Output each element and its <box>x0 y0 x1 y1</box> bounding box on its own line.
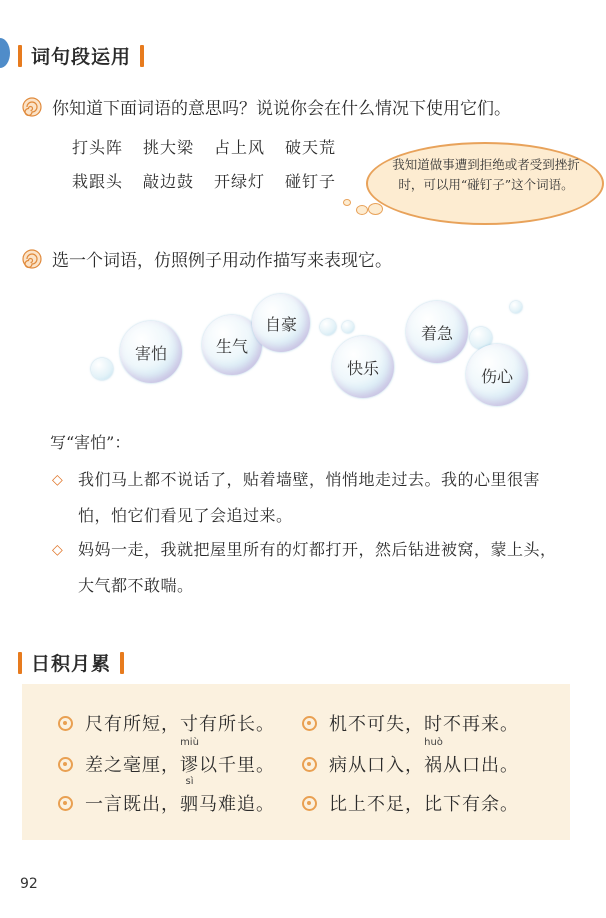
proverb-text: 尺有所短，寸有所长。 <box>85 714 275 735</box>
proverb-6 <box>302 790 519 816</box>
write-label: 写“害怕”： <box>50 433 131 452</box>
idiom-item: 开绿灯 <box>214 171 266 191</box>
proverb-1 <box>58 710 275 736</box>
prompt-1-text: 你知道下面词语的意思吗？说说你会在什么情况下使用它们。 <box>52 99 511 119</box>
bullet-icon <box>302 716 317 731</box>
proverb-text-a: 差之毫厘， <box>85 755 180 776</box>
example-1-text: 我们马上都不说话了，贴着墙壁，悄悄地走过去。我的心里很害怕，怕它们看见了会追过来。 <box>78 470 541 525</box>
ruby-base: 祸 <box>424 755 443 776</box>
idiom-grid <box>72 132 336 194</box>
idiom-item: 敲边鼓 <box>143 171 195 191</box>
small-bubble <box>342 321 354 333</box>
emotion-bubble-joy <box>332 336 394 398</box>
emotion-label: 快乐 <box>346 358 379 378</box>
proverb-5 <box>58 776 275 816</box>
small-bubble <box>510 301 522 313</box>
prompt-2-text: 选一个词语，仿照例子用动作描写来表现它。 <box>52 251 392 271</box>
proverb-text: 比上不足，比下有余。 <box>329 794 519 815</box>
bullet-icon <box>58 716 73 731</box>
proverb-text-b: 以千里。 <box>199 755 275 776</box>
bubble-tail-mid <box>356 205 368 215</box>
header-bar-right <box>140 45 144 67</box>
header-bar-left <box>18 652 22 674</box>
header-bar-left <box>18 45 22 67</box>
proverb-text: 机不可失，时不再来。 <box>329 714 519 735</box>
ruby-base: 驷 <box>180 794 199 815</box>
proverb-text-a: 一言既出， <box>85 794 180 815</box>
emotion-bubble-anxious <box>406 301 468 363</box>
ruby-char <box>180 776 199 816</box>
emotion-label: 害怕 <box>134 343 167 363</box>
pinyin: sì <box>185 776 194 787</box>
proverb-text-a: 病从口入， <box>329 755 424 776</box>
emotion-bubble-pride <box>252 294 310 352</box>
section-title: 日积月累 <box>31 653 112 675</box>
emotion-label: 生气 <box>215 336 248 356</box>
proverb-4 <box>302 737 519 777</box>
page-edge-tab <box>0 38 10 68</box>
proverb-text-b: 从口出。 <box>443 755 519 776</box>
prompt-2 <box>22 246 392 271</box>
diamond-icon: ◇ <box>52 472 63 488</box>
small-bubble <box>91 358 113 380</box>
example-1 <box>52 462 572 534</box>
bullet-icon <box>58 796 73 811</box>
example-2-text: 妈妈一走，我就把屋里所有的灯都打开，然后钻进被窝，蒙上头，大气都不敢喘。 <box>78 540 557 595</box>
idiom-item: 打头阵 <box>72 137 124 157</box>
emotion-label: 着急 <box>420 323 453 343</box>
header-bar-right <box>120 652 124 674</box>
prompt-1 <box>22 94 511 119</box>
page-number: 92 <box>20 876 38 892</box>
idiom-row-1 <box>72 132 336 160</box>
idiom-item: 占上风 <box>214 137 266 157</box>
bubble-tail-large <box>368 203 383 215</box>
pinyin: huò <box>424 737 443 748</box>
idiom-item: 破天荒 <box>285 137 337 157</box>
bubble-text: 我知道做事遭到拒绝或者受到挫折时，可以用“碰钉子”这个词语。 <box>392 157 580 192</box>
emotion-bubble-fear <box>120 321 182 383</box>
proverb-2 <box>302 710 519 736</box>
emotion-bubble-sad <box>466 344 528 406</box>
idiom-item: 栽跟头 <box>72 171 124 191</box>
section-header-words <box>18 42 144 69</box>
bullet-icon <box>58 757 73 772</box>
pinyin: miù <box>180 737 199 748</box>
section-header-accumulate <box>18 649 124 676</box>
idiom-item: 挑大梁 <box>143 137 195 157</box>
emotion-label: 自豪 <box>264 314 297 334</box>
swirl-icon <box>22 97 42 117</box>
ruby-char <box>180 737 199 777</box>
idiom-row-2 <box>72 166 336 194</box>
bubble-tail-small <box>343 199 351 206</box>
example-2 <box>52 532 572 604</box>
proverb-3 <box>58 737 275 777</box>
small-bubble <box>320 319 336 335</box>
bullet-icon <box>302 757 317 772</box>
diamond-icon: ◇ <box>52 542 63 558</box>
ruby-char <box>424 737 443 777</box>
emotion-label: 伤心 <box>480 366 513 386</box>
section-title: 词句段运用 <box>31 46 132 68</box>
ruby-base: 谬 <box>180 755 199 776</box>
proverb-text-b: 马难追。 <box>199 794 275 815</box>
swirl-icon <box>22 249 42 269</box>
bullet-icon <box>302 796 317 811</box>
idiom-item: 碰钉子 <box>285 171 337 191</box>
